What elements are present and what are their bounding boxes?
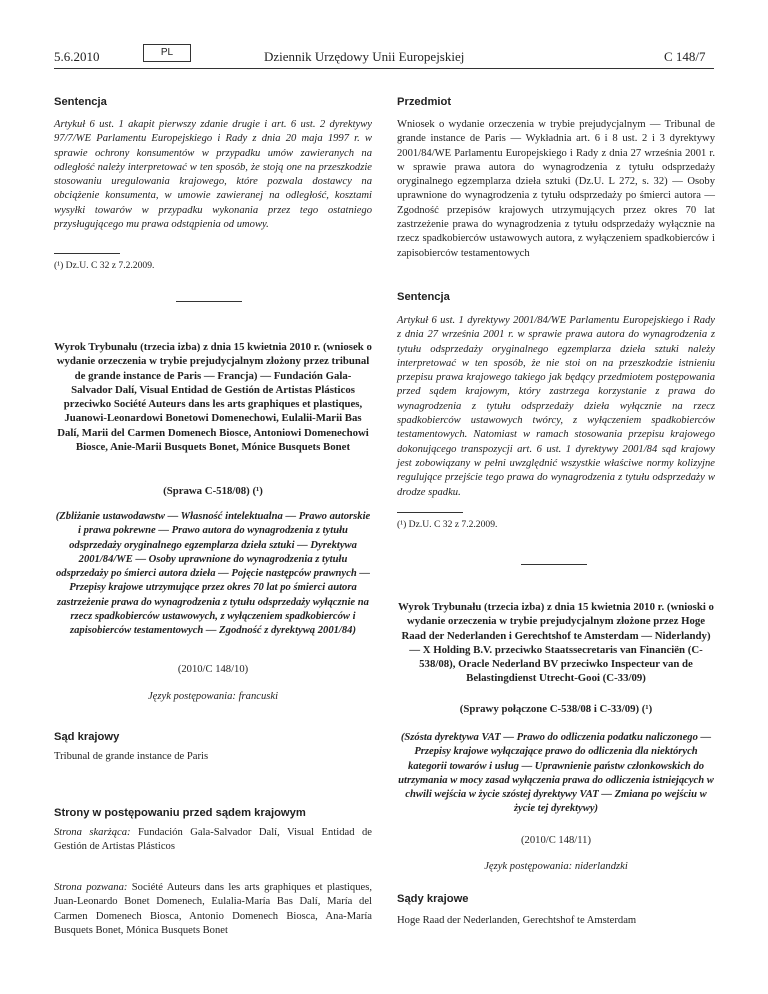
defendant-label: Strona pozwana: <box>54 882 128 893</box>
applicant-label: Strona skarżąca: <box>54 827 131 838</box>
court-name: Tribunal de grande instance de Paris <box>54 751 209 762</box>
journal-title: Dziennik Urzędowy Unii Europejskiej <box>264 49 465 64</box>
language-of-case-right: Język postępowania: niderlandzki <box>484 861 628 872</box>
keywords-right: (Szósta dyrektywa VAT — Prawo do odliczenia podatku naliczonego — Przepisy krajowe wyłączające prawo do odliczenia dla niektórych kategorii towarów i usług — Uprawnienie państw członkowskich do utrzymania w mocy zasad wyłączenia prawa do odliczenia istniejących w chwili wejścia w życie szóstej dyrektywy VAT — Zmiana po wejściu w życie tej dyrektywy) <box>398 732 714 815</box>
applicant-value: Fundación Gala-Salvador Dalí, Visual Entidad de Gestión de Artistas Plásticos <box>54 827 372 853</box>
footnote-right: (¹) Dz.U. C 32 z 7.2.2009. <box>397 519 498 530</box>
sentencja-heading-right: Sentencja <box>397 291 450 303</box>
footnote-rule-left <box>54 253 120 254</box>
ref-left: (2010/C 148/10) <box>177 664 249 675</box>
separator-left <box>176 301 242 302</box>
footnote-rule-right <box>397 512 463 513</box>
page-date: 5.6.2010 <box>54 49 100 64</box>
parties-heading: Strony w postępowaniu przed sądem krajowym <box>54 807 306 819</box>
language-badge: PL <box>143 44 191 62</box>
separator-right <box>521 564 587 565</box>
court-heading: Sąd krajowy <box>54 731 120 743</box>
judgment-title-left: Wyrok Trybunału (trzecia izba) z dnia 15 kwietnia 2010 r. (wniosek o wydanie orzeczenia w trybie prejudycjalnym złożony przez tribunal de grande instance de Paris — Francja) — Fundación Gala-Salvador Dalí, Visual Entidad de Gestión de Artistas Plásticos przeciwko Société Auteurs dans les arts graphiques et plastiques, Juanowi-Leonardowi Bonetowi Domenechowi, Eulalii-Marii Bas Dalí, Marii del Carmen Domenech Biosce, Antoniowi Domenechowi Biosce, Anie-Marii Busquets Bonet, Mónice Busquets Bonet <box>54 341 372 454</box>
przedmiot-text: Wniosek o wydanie orzeczenia w trybie prejudycjalnym — Tribunal de grande instance de Paris — Wykładnia art. 6 i 8 ust. 2 i 3 dyrektywy 2001/84/WE Parlamentu Europejskiego i Rady z dnia 27 września 2001 r. w sprawie prawa autora do wynagrodzenia z tytułu odsprzedaży oryginalnego egzemplarza dzieła sztuki (Dz.U. L 272, s. 32) — Osoby uprawnione do wynagrodzenia z tytułu odsprzedaży po śmierci autora — Zgodność przepisów krajowych utrzymujących przez okres 70 lat zastrzeżenie prawa do wynagrodzenia z tytułu odsprzedaży wyłącznie na rzecz spadkobierców ustawowych autora, z wyłączeniem spadkobierców i zapisobierców testamentowych <box>397 119 715 259</box>
ref-right: (2010/C 148/11) <box>521 835 591 846</box>
judgment-title-right: Wyrok Trybunału (trzecia izba) z dnia 15 kwietnia 2010 r. (wnioski o wydanie orzeczenia w trybie prejudycjalnym złożone przez Hoge Raad der Nederlanden i Gerechtshof te Amsterdam — Niderlandy) — X Holding B.V. przeciwko Staatssecretaris van Financiën (C-538/08), Oracle Nederland BV przeciwko Inspecteur van de Belastingdienst Utrecht-Gooi (C-33/09) <box>398 601 714 685</box>
sentencja-heading-left: Sentencja <box>54 96 107 108</box>
courts-names: Hoge Raad der Nederlanden, Gerechtshof te Amsterdam <box>397 915 637 926</box>
keywords-left: (Zbliżanie ustawodawstw — Własność intelektualna — Prawo autorskie i prawa pokrewne — Prawo autora do wynagrodzenia z tytułu odsprzedaży oryginalnego egzemplarza dzieła sztuki — Dyrektywa 2001/84/WE — Osoby uprawnione do wynagrodzenia z tytułu odsprzedaży po śmierci autora dzieła — Pojęcie następców prawnych — Przepisy krajowe utrzymujące przez okres 70 lat po śmierci autora zastrzeżenie prawa do wynagrodzenia z tytułu odsprzedaży wyłącznie na rzecz spadkobierców ustawowych, z wyłączeniem spadkobierców i zapisobierców testamentowych — Zgodność z dyrektywą 2001/84) <box>55 511 371 637</box>
footnote-left: (¹) Dz.U. C 32 z 7.2.2009. <box>54 260 155 271</box>
courts-heading: Sądy krajowe <box>397 893 469 905</box>
case-number-right: (Sprawy połączone C-538/08 i C-33/09) (¹) <box>459 703 653 715</box>
page-number: C 148/7 <box>664 49 706 64</box>
sentencja-text-left: Artykuł 6 ust. 1 akapit pierwszy zdanie drugie i art. 6 ust. 2 dyrektywy 97/7/WE Parlamentu Europejskiego i Rady z dnia 20 maja 1997 r. w sprawie ochrony konsumentów w przypadku umów zawieranych na odległość należy interpretować w ten sposób, że stoją one na przeszkodzie stosowaniu uregulowania krajowego, które pozwala dostawcy na obciążenie konsumenta, w umowie zawieranej na odległość, kosztami wysyłki towarów w przypadku wykonania przez tego ostatniego przysługującego mu prawa odstąpienia od umowy. <box>54 119 372 231</box>
sentencja-text-right: Artykuł 6 ust. 1 dyrektywy 2001/84/WE Parlamentu Europejskiego i Rady z dnia 27 września 2001 r. w sprawie prawa autora do wynagrodzenia z tytułu odsprzedaży oryginalnego egzemplarza dzieła sztuki należy interpretować w ten sposób, że nie stoi on na przeszkodzie istnieniu przepisu prawa krajowego takiego jak będący przedmiotem postępowania przed sądem krajowym, który zastrzega korzystanie z prawa do wynagrodzenia z tytułu odsprzedaży dzieła wyłącznie na rzecz spadkobierców ustawowych twórcy, z wyłączeniem spadkobierców testamentowych. Natomiast w ramach stosowania przepisu krajowego dokonującego transpozycji art. 6 ust. 1 dyrektywy 2001/84 sąd krajowy jest zobowiązany w pełni uwzględnić wszystkie właściwe normy kolizyjne regulujące przejście tego prawa do wynagrodzenia z tytułu odsprzedaży w drodze spadku. <box>397 315 715 498</box>
header-rule <box>54 68 714 69</box>
defendant-value: Société Auteurs dans les arts graphiques et plastiques, Juan-Leonardo Bonet Domenech, Eulalia-María Bas Dalí, María del Carmen Domenech Biosca, Antonio Domenech Biosca, Ana-María Busquets Bonet, Mónica Busquets Bonet <box>54 882 372 936</box>
defendant-text <box>54 881 372 938</box>
language-of-case-left: Język postępowania: francuski <box>147 691 279 702</box>
przedmiot-heading: Przedmiot <box>397 96 452 108</box>
case-number-left: (Sprawa C-518/08) (¹) <box>163 485 263 497</box>
applicant-text <box>54 826 372 855</box>
